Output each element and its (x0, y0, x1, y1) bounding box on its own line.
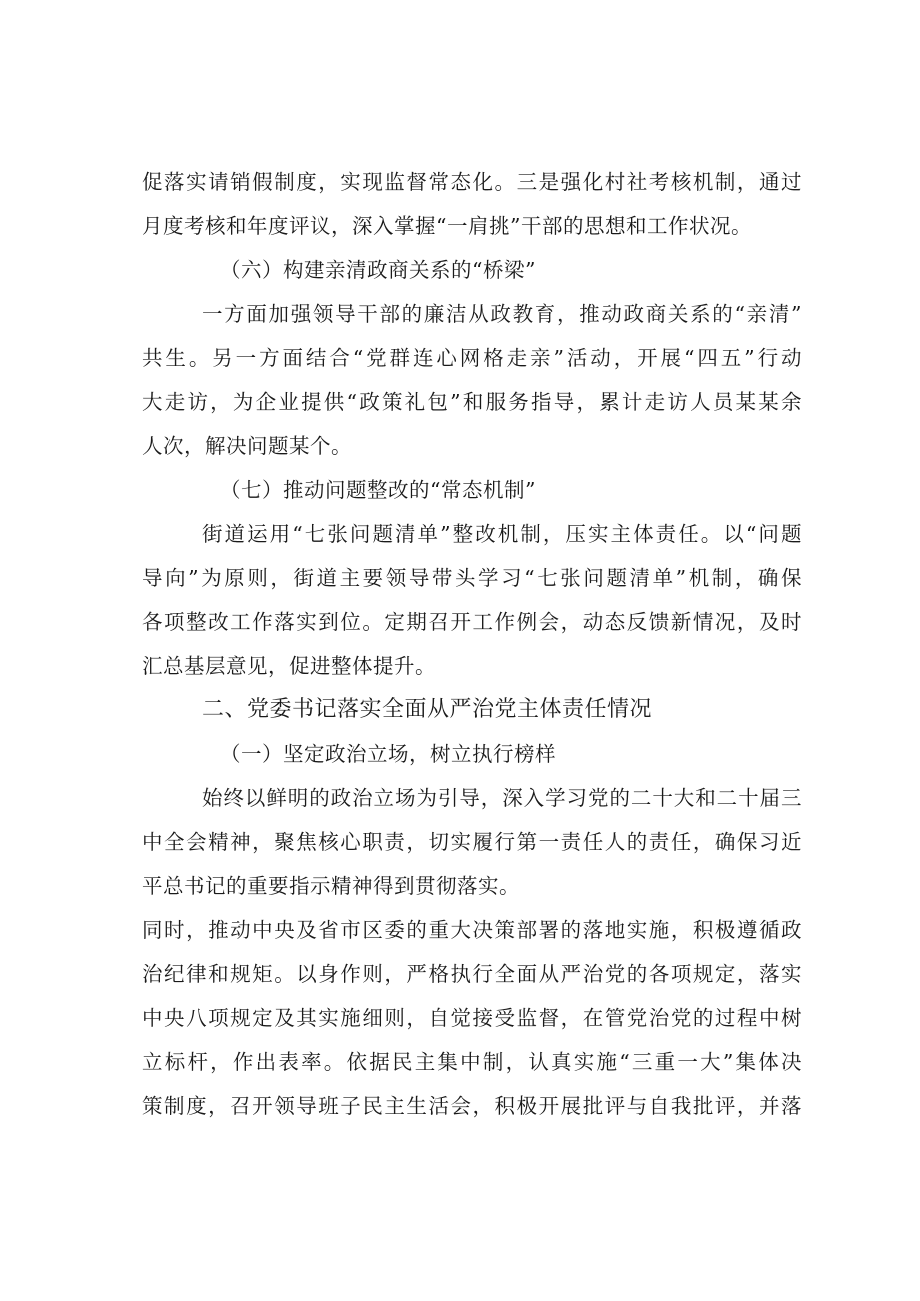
paragraph-line: 月度考核和年度评议，深入掌握“一肩挑”干部的思想和工作状况。 (142, 214, 752, 238)
paragraph-line: 策制度，召开领导班子民主生活会，积极开展批评与自我批评，并落 (142, 1094, 802, 1118)
paragraph-line: 大走访，为企业提供“政策礼包”和服务指导，累计走访人员某某余 (142, 390, 802, 414)
paragraph-line: 汇总基层意见，促进整体提升。 (142, 654, 436, 678)
paragraph-line: 街道运用“七张问题清单”整改机制，压实主体责任。以“问题 (202, 522, 802, 546)
subsection-heading: （七）推动问题整改的“常态机制” (220, 478, 536, 502)
subsection-heading: （六）构建亲清政商关系的“桥梁” (220, 258, 536, 282)
paragraph-line: 一方面加强领导干部的廉洁从政教育，推动政商关系的“亲清” (202, 302, 802, 326)
document-body (142, 160, 802, 1128)
paragraph-line: 共生。另一方面结合“党群连心网格走亲”活动，开展“四五”行动 (142, 346, 802, 370)
subsection-heading: （一）坚定政治立场，树立执行榜样 (220, 742, 556, 766)
paragraph-line: 中全会精神，聚焦核心职责，切实履行第一责任人的责任，确保习近 (142, 830, 802, 854)
paragraph-line: 始终以鲜明的政治立场为引导，深入学习党的二十大和二十届三 (202, 786, 802, 810)
paragraph-line: 平总书记的重要指示精神得到贯彻落实。 (142, 874, 520, 898)
paragraph-line: 各项整改工作落实到位。定期召开工作例会，动态反馈新情况，及时 (142, 610, 802, 634)
section-heading: 二、党委书记落实全面从严治党主体责任情况 (202, 697, 653, 722)
paragraph-line: 导向”为原则，街道主要领导带头学习“七张问题清单”机制，确保 (142, 566, 802, 590)
paragraph-line: 同时，推动中央及省市区委的重大决策部署的落地实施，积极遵循政 (142, 918, 802, 942)
paragraph-line: 促落实请销假制度，实现监督常态化。三是强化村社考核机制，通过 (142, 170, 802, 194)
paragraph-line: 立标杆，作出表率。依据民主集中制，认真实施“三重一大”集体决 (142, 1050, 802, 1074)
paragraph-line: 中央八项规定及其实施细则，自觉接受监督，在管党治党的过程中树 (142, 1006, 802, 1030)
paragraph-line: 治纪律和规矩。以身作则，严格执行全面从严治党的各项规定，落实 (142, 962, 802, 986)
paragraph-line: 人次，解决问题某个。 (142, 434, 352, 458)
